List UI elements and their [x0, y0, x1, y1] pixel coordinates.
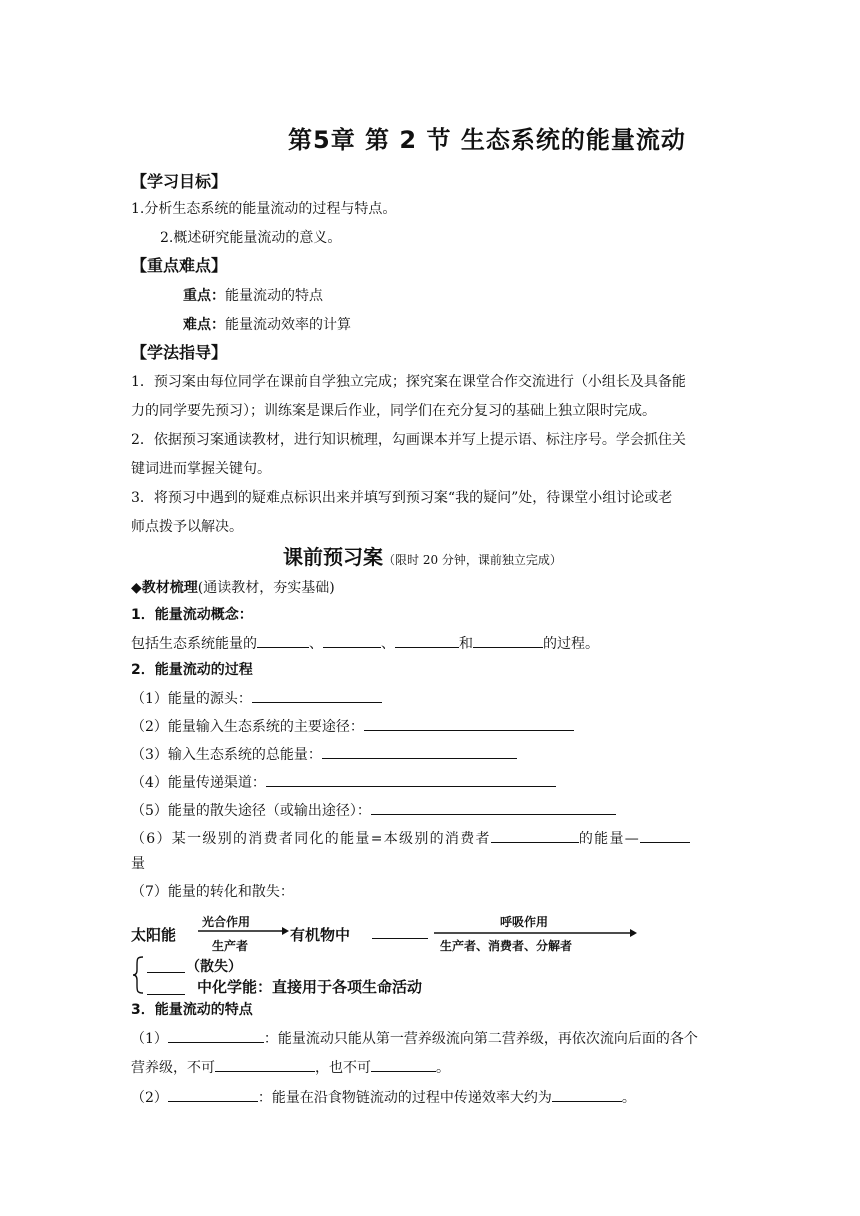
q2-item-6: [131, 828, 690, 849]
q2-item-6-cont: 量: [131, 856, 145, 872]
blank-input-dissipate[interactable]: [473, 633, 543, 648]
q2-item-3: [131, 744, 517, 765]
q2-item-5-label: （5）能量的散失途径（或输出途径）：: [131, 803, 371, 819]
blank-input-input[interactable]: [257, 633, 309, 648]
q3-item-2-text: ：能量在沿食物链流动的过程中传递效率大约为: [257, 1090, 552, 1106]
textbook-sort-label: ◆教材梳理: [131, 580, 198, 596]
blank-input-transfer[interactable]: [323, 633, 381, 648]
blank-input-decrease[interactable]: [168, 1087, 258, 1102]
preview-title: 课前预习案: [283, 545, 383, 569]
key-point-text: 能量流动的特点: [225, 288, 323, 304]
diagram-producer: 生产者: [212, 939, 249, 953]
q2-item-7: （7）能量的转化和散失：: [131, 884, 294, 900]
q2-item-5: [131, 800, 616, 821]
blank-input-energy-source[interactable]: [252, 688, 382, 703]
diagram-lost: （散失）: [186, 959, 242, 975]
q1-prefix: 包括生态系统能量的: [131, 636, 257, 652]
preview-section-title: [283, 544, 562, 573]
method-p1-line1: 1．预习案由每位同学在课前自学独立完成；探究案在课堂合作交流进行（小组长及具备能: [131, 374, 686, 390]
q2-item-4-label: （4）能量传递渠道：: [131, 775, 266, 791]
goals-header: 【学习目标】: [131, 172, 228, 191]
blank-input-efficiency[interactable]: [552, 1087, 622, 1102]
blank-input-heat[interactable]: [147, 958, 185, 973]
q3-item-1-prefix: （1）: [131, 1031, 168, 1047]
q1-and: 和: [459, 636, 473, 652]
q1-suffix: 的过程。: [543, 636, 599, 652]
diagram-arrow-1: [198, 926, 290, 936]
page-title: 第5章 第 2 节 生态系统的能量流动: [288, 126, 686, 154]
q2-item-2: [131, 716, 574, 737]
blank-input-excreta[interactable]: [640, 828, 690, 843]
q2-item-1-label: （1）能量的源头：: [131, 691, 252, 707]
q1-sep1: 、: [309, 636, 323, 652]
diagram-respiration: 呼吸作用: [500, 915, 549, 929]
key-point-label: 重点：: [183, 288, 225, 304]
q2-item-3-label: （3）输入生态系统的总能量：: [131, 747, 322, 763]
diagram-organic: 有机物中: [290, 926, 351, 944]
difficult-point: [183, 315, 351, 335]
goal-item-1: 1.分析生态系统的能量流动的过程与特点。: [131, 201, 397, 217]
q3-item-2: [131, 1087, 636, 1108]
blank-input-channel[interactable]: [266, 772, 556, 787]
method-p3-line2: 师点拨予以解决。: [131, 519, 243, 535]
textbook-sort-note: (通读教材，夯实基础): [197, 580, 335, 596]
blank-input-cycle[interactable]: [371, 1057, 436, 1072]
blank-input-one-way[interactable]: [168, 1028, 264, 1043]
difficult-point-text: 能量流动效率的计算: [225, 317, 351, 333]
key-point: [183, 286, 323, 306]
textbook-sort: [131, 578, 335, 598]
blank-input-transform[interactable]: [395, 633, 459, 648]
q3-item-1-cont: [131, 1057, 450, 1078]
q3-item-1-text-e: 。: [436, 1060, 450, 1076]
goal-item-2: 2.概述研究能量流动的意义。: [160, 230, 342, 246]
blank-input-organic-energy[interactable]: [372, 924, 428, 939]
diagram-photosynthesis: 光合作用: [202, 915, 251, 929]
q2-item-6-text-b: 的能量—: [578, 831, 641, 847]
q2-heading: 2．能量流动的过程: [131, 662, 253, 678]
q3-item-1-text-d: ，也不可: [315, 1060, 371, 1076]
q3-item-2-prefix: （2）: [131, 1090, 168, 1106]
method-p2-line2: 键词进而掌握关键句。: [131, 461, 271, 477]
diagram-sun: 太阳能: [131, 926, 177, 944]
q3-item-1-text: ：能量流动只能从第一营养级流向第二营养级，再依次流向后面的各个: [263, 1031, 698, 1047]
q1-line: [131, 633, 599, 654]
q3-item-1: [131, 1028, 698, 1049]
blank-input-intake[interactable]: [491, 828, 579, 843]
blank-input-atp[interactable]: [147, 980, 185, 995]
keypoints-header: 【重点难点】: [131, 256, 228, 275]
blank-input-reverse[interactable]: [215, 1057, 315, 1072]
blank-input-total-energy[interactable]: [322, 744, 517, 759]
q1-heading: 1．能量流动概念：: [131, 607, 253, 623]
q1-sep2: 、: [381, 636, 395, 652]
q2-item-1: [131, 688, 382, 709]
preview-note: （限时 20 分钟，课前独立完成）: [383, 553, 562, 567]
method-p1-line2: 力的同学要先预习）；训练案是课后作业，同学们在充分复习的基础上独立限时完成。: [131, 403, 656, 419]
q3-item-2-end: 。: [621, 1090, 636, 1106]
q2-item-2-label: （2）能量输入生态系统的主要途径：: [131, 719, 364, 735]
diagram-organisms: 生产者、消费者、分解者: [440, 939, 573, 953]
diagram-brace: [131, 955, 145, 995]
method-p3-line1: 3．将预习中遇到的疑难点标识出来并填写到预习案“我的疑问”处，待课堂小组讨论或老: [131, 490, 673, 506]
difficult-point-label: 难点：: [183, 317, 225, 333]
q3-item-1-text-c: 营养级，不可: [131, 1060, 215, 1076]
q2-item-4: [131, 772, 556, 793]
blank-input-loss-pathway[interactable]: [371, 800, 616, 815]
method-header: 【学法指导】: [131, 343, 228, 362]
method-p2-line1: 2．依据预习案通读教材，进行知识梳理，勾画课本并写上提示语、标注序号。学会抓住关: [131, 432, 686, 448]
diagram-atp: 中化学能：直接用于各项生命活动: [197, 978, 423, 996]
blank-input-main-pathway[interactable]: [364, 716, 574, 731]
q2-item-6-text-a: （6）某一级别的消费者同化的能量=本级别的消费者: [131, 831, 491, 847]
q3-heading: 3．能量流动的特点: [131, 1002, 253, 1018]
